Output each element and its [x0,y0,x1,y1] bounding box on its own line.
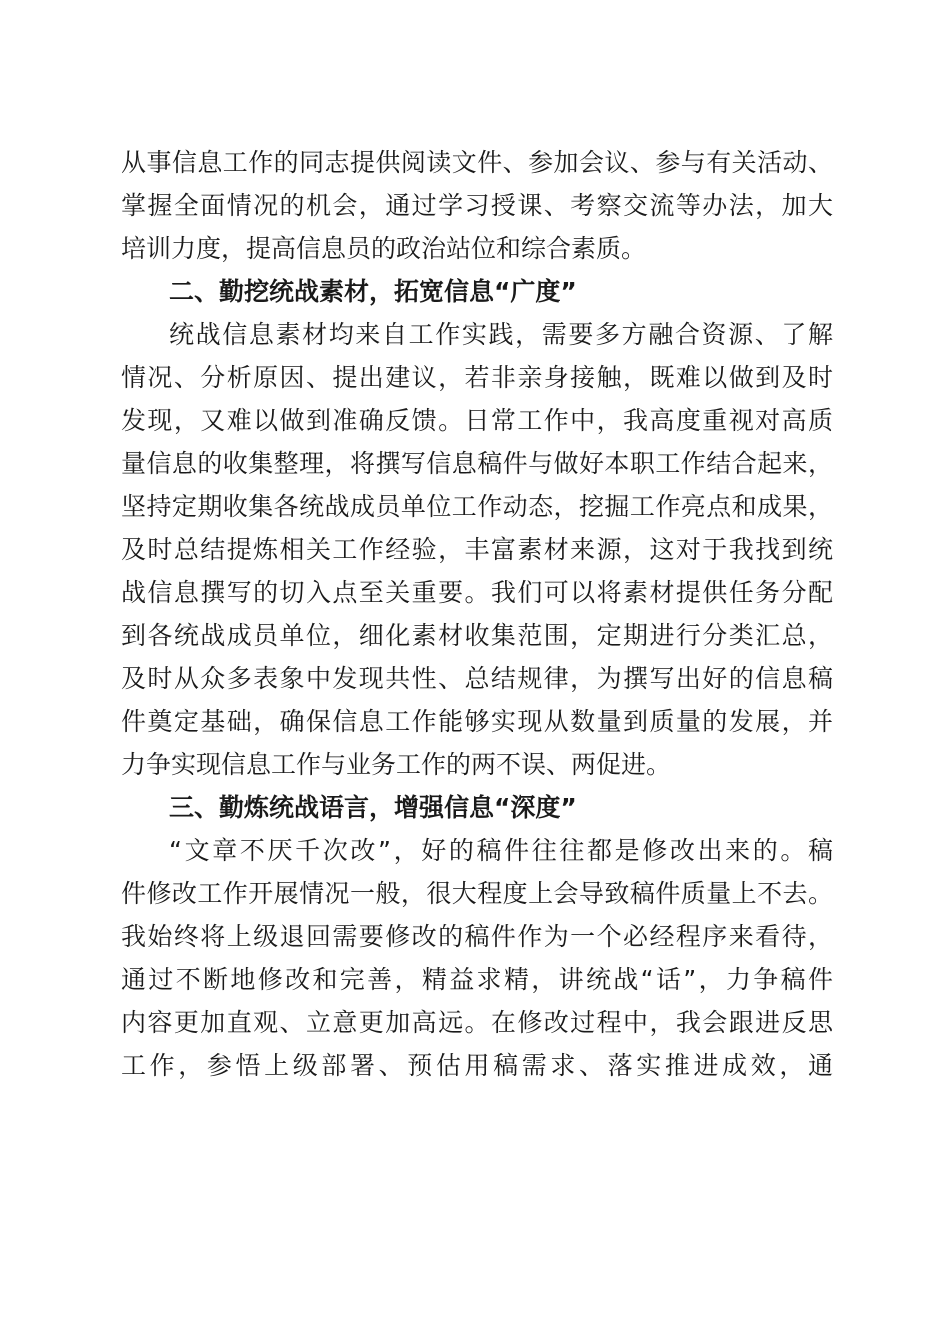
paragraph-line: “文章不厌千次改”，好的稿件往往都是修改出来的。稿 [169,836,833,865]
paragraph-line: 及时从众多表象中发现共性、总结规律，为撰写出好的信息稿 [121,664,833,693]
paragraph-line: 力争实现信息工作与业务工作的两不误、两促进。 [121,750,672,779]
paragraph-line: 发现，又难以做到准确反馈。日常工作中，我高度重视对高质 [121,406,833,435]
paragraph-line: 培训力度，提高信息员的政治站位和综合素质。 [121,234,647,263]
paragraph-line: 及时总结提炼相关工作经验，丰富素材来源，这对于我找到统 [121,535,833,564]
paragraph-line: 我始终将上级退回需要修改的稿件作为一个必经程序来看待， [121,922,833,951]
paragraph-line: 从事信息工作的同志提供阅读文件、参加会议、参与有关活动、 [121,148,833,177]
section-heading: 三、勤炼统战语言，增强信息“深度” [169,793,577,822]
paragraph-line: 工作，参悟上级部署、预估用稿需求、落实推进成效，通 [121,1051,833,1080]
paragraph-line: 到各统战成员单位，细化素材收集范围，定期进行分类汇总， [121,621,833,650]
paragraph-line: 掌握全面情况的机会，通过学习授课、考察交流等办法，加大 [121,191,833,220]
paragraph-line: 坚持定期收集各统战成员单位工作动态，挖掘工作亮点和成果， [121,492,833,521]
section-heading: 二、勤挖统战素材，拓宽信息“广度” [169,277,577,306]
paragraph-line: 通过不断地修改和完善，精益求精，讲统战“话”，力争稿件 [121,965,833,994]
paragraph-line: 战信息撰写的切入点至关重要。我们可以将素材提供任务分配 [121,578,833,607]
paragraph-line: 统战信息素材均来自工作实践，需要多方融合资源、了解 [169,320,833,349]
paragraph-line: 件修改工作开展情况一般，很大程度上会导致稿件质量上不去。 [121,879,833,908]
paragraph-line: 内容更加直观、立意更加高远。在修改过程中，我会跟进反思 [121,1008,833,1037]
paragraph-line: 量信息的收集整理，将撰写信息稿件与做好本职工作结合起来， [121,449,833,478]
paragraph-line: 件奠定基础，确保信息工作能够实现从数量到质量的发展，并 [121,707,833,736]
paragraph-line: 情况、分析原因、提出建议，若非亲身接触，既难以做到及时 [121,363,833,392]
